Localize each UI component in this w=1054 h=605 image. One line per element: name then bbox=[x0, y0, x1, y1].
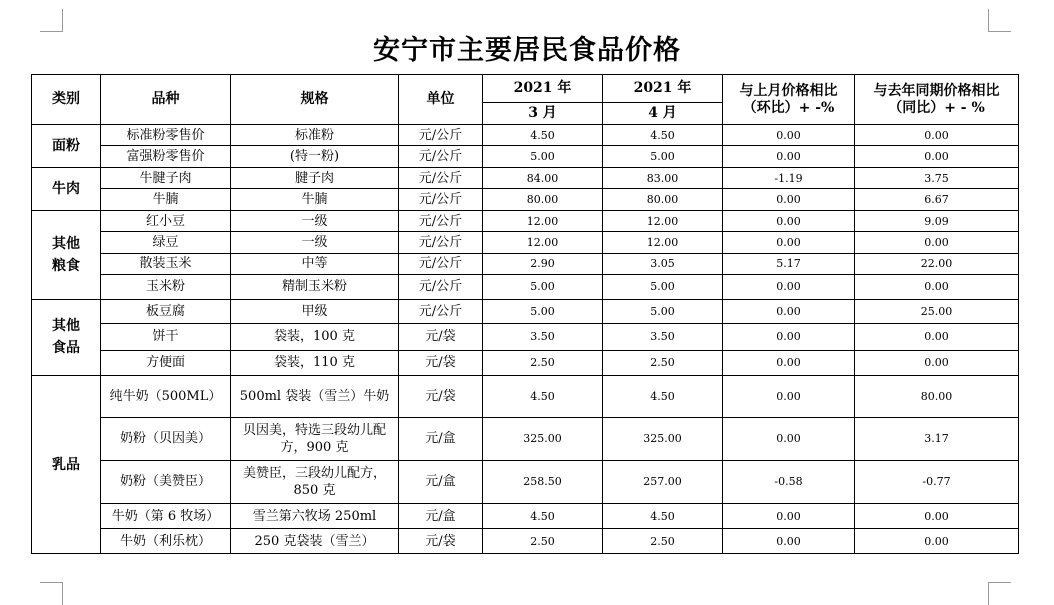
variety-cell: 纯牛奶（500ML） bbox=[101, 376, 231, 418]
variety-cell: 板豆腐 bbox=[101, 299, 231, 324]
table-row bbox=[32, 125, 1019, 146]
header-category: 类别 bbox=[32, 75, 101, 125]
spec-cell: 500ml 袋装（雪兰）牛奶 bbox=[231, 376, 399, 418]
header-variety: 品种 bbox=[101, 75, 231, 125]
yoy-change-cell: 6.67 bbox=[855, 189, 1019, 210]
mom-change-cell: 0.00 bbox=[723, 529, 855, 554]
unit-cell: 元/公斤 bbox=[399, 167, 483, 188]
table-row bbox=[32, 189, 1019, 210]
variety-cell: 奶粉（美赞臣） bbox=[101, 460, 231, 503]
table-row bbox=[32, 503, 1019, 529]
unit-cell: 元/公斤 bbox=[399, 189, 483, 210]
march-price-cell: 5.00 bbox=[483, 299, 603, 324]
spec-cell: 标准粉 bbox=[231, 125, 399, 146]
table-row bbox=[32, 232, 1019, 253]
april-price-cell: 4.50 bbox=[603, 125, 723, 146]
variety-cell: 牛奶（利乐枕） bbox=[101, 529, 231, 554]
march-price-cell: 5.00 bbox=[483, 275, 603, 300]
variety-cell: 散装玉米 bbox=[101, 253, 231, 274]
table-row bbox=[32, 299, 1019, 324]
mom-change-cell: 0.00 bbox=[723, 418, 855, 461]
spec-cell: 一级 bbox=[231, 210, 399, 231]
header-row bbox=[32, 75, 1019, 103]
march-price-cell: 80.00 bbox=[483, 189, 603, 210]
mom-change-cell: 5.17 bbox=[723, 253, 855, 274]
table-row bbox=[32, 167, 1019, 188]
march-price-cell: 3.50 bbox=[483, 324, 603, 351]
variety-cell: 红小豆 bbox=[101, 210, 231, 231]
table-row bbox=[32, 146, 1019, 167]
unit-cell: 元/公斤 bbox=[399, 125, 483, 146]
document-title: 安宁市主要居民食品价格 bbox=[373, 35, 681, 66]
april-price-cell: 3.05 bbox=[603, 253, 723, 274]
april-price-cell: 257.00 bbox=[603, 460, 723, 503]
mom-change-cell: 0.00 bbox=[723, 275, 855, 300]
yoy-change-cell: -0.77 bbox=[855, 460, 1019, 503]
yoy-change-cell: 22.00 bbox=[855, 253, 1019, 274]
mom-change-cell: 0.00 bbox=[723, 503, 855, 529]
march-price-cell: 4.50 bbox=[483, 503, 603, 529]
header-yoy bbox=[855, 75, 1019, 125]
mom-change-cell: 0.00 bbox=[723, 146, 855, 167]
variety-cell: 玉米粉 bbox=[101, 275, 231, 300]
spec-cell: 腱子肉 bbox=[231, 167, 399, 188]
page-corner-mark bbox=[40, 9, 63, 32]
unit-cell: 元/袋 bbox=[399, 376, 483, 418]
header-mom-line2: （环比）+ -% bbox=[742, 99, 835, 116]
mom-change-cell: 0.00 bbox=[723, 350, 855, 376]
unit-cell: 元/公斤 bbox=[399, 299, 483, 324]
april-price-cell: 80.00 bbox=[603, 189, 723, 210]
header-yoy-line1: 与去年同期价格相比 bbox=[873, 82, 1000, 99]
unit-cell: 元/公斤 bbox=[399, 146, 483, 167]
yoy-change-cell: 0.00 bbox=[855, 146, 1019, 167]
mom-change-cell: 0.00 bbox=[723, 324, 855, 351]
unit-cell: 元/盒 bbox=[399, 418, 483, 461]
spec-cell: 贝因美，特选三段幼儿配方，900 克 bbox=[231, 418, 399, 461]
april-price-cell: 4.50 bbox=[603, 503, 723, 529]
march-price-cell: 2.50 bbox=[483, 350, 603, 376]
table-row bbox=[32, 460, 1019, 503]
header-unit: 单位 bbox=[399, 75, 483, 125]
variety-cell: 饼干 bbox=[101, 324, 231, 351]
unit-cell: 元/盒 bbox=[399, 503, 483, 529]
variety-cell: 富强粉零售价 bbox=[101, 146, 231, 167]
unit-cell: 元/公斤 bbox=[399, 210, 483, 231]
price-table bbox=[31, 74, 1019, 554]
spec-cell: 袋装，110 克 bbox=[231, 350, 399, 376]
mom-change-cell: 0.00 bbox=[723, 376, 855, 418]
category-cell bbox=[32, 299, 101, 376]
yoy-change-cell: 0.00 bbox=[855, 324, 1019, 351]
category-label-line2: 粮食 bbox=[52, 257, 80, 274]
header-month-b: 4 月 bbox=[603, 102, 723, 124]
table-row bbox=[32, 418, 1019, 461]
yoy-change-cell: 3.17 bbox=[855, 418, 1019, 461]
table-row bbox=[32, 275, 1019, 300]
category-cell: 乳品 bbox=[32, 376, 101, 554]
header-mom bbox=[723, 75, 855, 125]
category-cell: 牛肉 bbox=[32, 167, 101, 210]
march-price-cell: 84.00 bbox=[483, 167, 603, 188]
category-label-line1: 其他 bbox=[52, 235, 80, 252]
yoy-change-cell: 80.00 bbox=[855, 376, 1019, 418]
unit-cell: 元/袋 bbox=[399, 529, 483, 554]
april-price-cell: 5.00 bbox=[603, 275, 723, 300]
category-cell: 面粉 bbox=[32, 125, 101, 168]
yoy-change-cell: 0.00 bbox=[855, 275, 1019, 300]
variety-cell: 方便面 bbox=[101, 350, 231, 376]
table-row bbox=[32, 529, 1019, 554]
variety-cell: 奶粉（贝因美） bbox=[101, 418, 231, 461]
unit-cell: 元/公斤 bbox=[399, 275, 483, 300]
unit-cell: 元/袋 bbox=[399, 324, 483, 351]
april-price-cell: 83.00 bbox=[603, 167, 723, 188]
march-price-cell: 5.00 bbox=[483, 146, 603, 167]
march-price-cell: 4.50 bbox=[483, 125, 603, 146]
spec-cell: (特一粉) bbox=[231, 146, 399, 167]
category-cell bbox=[32, 210, 101, 299]
variety-cell: 牛腩 bbox=[101, 189, 231, 210]
table-row bbox=[32, 350, 1019, 376]
yoy-change-cell: 3.75 bbox=[855, 167, 1019, 188]
march-price-cell: 2.90 bbox=[483, 253, 603, 274]
variety-cell: 标准粉零售价 bbox=[101, 125, 231, 146]
april-price-cell: 2.50 bbox=[603, 529, 723, 554]
april-price-cell: 12.00 bbox=[603, 210, 723, 231]
table-row bbox=[32, 324, 1019, 351]
spec-cell: 中等 bbox=[231, 253, 399, 274]
april-price-cell: 5.00 bbox=[603, 146, 723, 167]
spec-cell: 精制玉米粉 bbox=[231, 275, 399, 300]
unit-cell: 元/公斤 bbox=[399, 253, 483, 274]
variety-cell: 牛腱子肉 bbox=[101, 167, 231, 188]
spec-cell: 美赞臣，三段幼儿配方，850 克 bbox=[231, 460, 399, 503]
april-price-cell: 2.50 bbox=[603, 350, 723, 376]
table-row bbox=[32, 210, 1019, 231]
yoy-change-cell: 0.00 bbox=[855, 350, 1019, 376]
april-price-cell: 4.50 bbox=[603, 376, 723, 418]
spec-cell: 250 克袋装（雪兰） bbox=[231, 529, 399, 554]
mom-change-cell: -1.19 bbox=[723, 167, 855, 188]
march-price-cell: 12.00 bbox=[483, 232, 603, 253]
unit-cell: 元/公斤 bbox=[399, 232, 483, 253]
header-yoy-line2: （同比）+ - % bbox=[888, 99, 985, 116]
mom-change-cell: 0.00 bbox=[723, 232, 855, 253]
header-year-b: 2021 年 bbox=[603, 75, 723, 103]
header-month-a: 3 月 bbox=[483, 102, 603, 124]
header-spec: 规格 bbox=[231, 75, 399, 125]
mom-change-cell: -0.58 bbox=[723, 460, 855, 503]
april-price-cell: 325.00 bbox=[603, 418, 723, 461]
unit-cell: 元/袋 bbox=[399, 350, 483, 376]
spec-cell: 甲级 bbox=[231, 299, 399, 324]
variety-cell: 牛奶（第 6 牧场） bbox=[101, 503, 231, 529]
march-price-cell: 12.00 bbox=[483, 210, 603, 231]
april-price-cell: 5.00 bbox=[603, 299, 723, 324]
yoy-change-cell: 0.00 bbox=[855, 232, 1019, 253]
category-label-line1: 其他 bbox=[52, 318, 80, 335]
april-price-cell: 12.00 bbox=[603, 232, 723, 253]
unit-cell: 元/盒 bbox=[399, 460, 483, 503]
march-price-cell: 2.50 bbox=[483, 529, 603, 554]
march-price-cell: 258.50 bbox=[483, 460, 603, 503]
mom-change-cell: 0.00 bbox=[723, 299, 855, 324]
mom-change-cell: 0.00 bbox=[723, 210, 855, 231]
yoy-change-cell: 0.00 bbox=[855, 529, 1019, 554]
table-row bbox=[32, 376, 1019, 418]
march-price-cell: 325.00 bbox=[483, 418, 603, 461]
mom-change-cell: 0.00 bbox=[723, 125, 855, 146]
spec-cell: 牛腩 bbox=[231, 189, 399, 210]
variety-cell: 绿豆 bbox=[101, 232, 231, 253]
spec-cell: 袋装，100 克 bbox=[231, 324, 399, 351]
yoy-change-cell: 0.00 bbox=[855, 125, 1019, 146]
mom-change-cell: 0.00 bbox=[723, 189, 855, 210]
page-corner-mark bbox=[988, 9, 1011, 32]
yoy-change-cell: 25.00 bbox=[855, 299, 1019, 324]
march-price-cell: 4.50 bbox=[483, 376, 603, 418]
april-price-cell: 3.50 bbox=[603, 324, 723, 351]
table-row bbox=[32, 253, 1019, 274]
header-mom-line1: 与上月价格相比 bbox=[739, 82, 838, 99]
spec-cell: 一级 bbox=[231, 232, 399, 253]
yoy-change-cell: 9.09 bbox=[855, 210, 1019, 231]
yoy-change-cell: 0.00 bbox=[855, 503, 1019, 529]
category-label-line2: 食品 bbox=[52, 340, 80, 357]
header-year-a: 2021 年 bbox=[483, 75, 603, 103]
spec-cell: 雪兰第六牧场 250ml bbox=[231, 503, 399, 529]
